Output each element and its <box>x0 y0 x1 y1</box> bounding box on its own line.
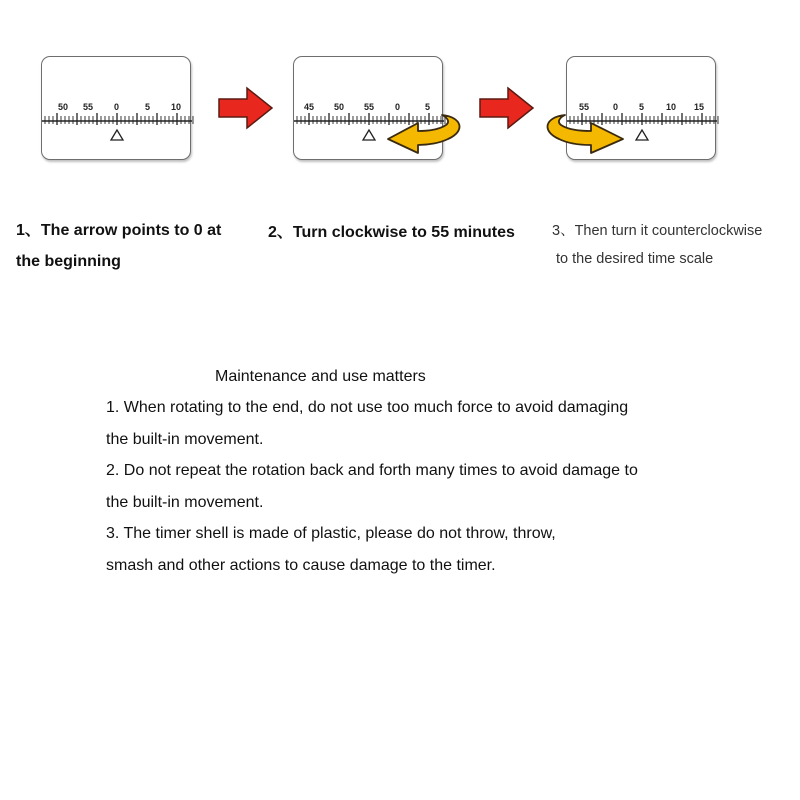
step-2-caption <box>268 217 515 248</box>
step-3-line-2: to the desired time scale <box>556 251 714 267</box>
maintenance-line: the built-in movement. <box>106 494 264 511</box>
dial-scale <box>42 57 192 161</box>
dial-label: 0 <box>395 102 401 112</box>
dial-label: 50 <box>58 102 69 112</box>
dial-label: 10 <box>171 102 182 112</box>
timer-dial-panel-counterclockwise <box>566 56 716 160</box>
maintenance-line: 2. Do not repeat the rotation back and forth many times to avoid damage to <box>106 462 638 479</box>
step-1-line-2: the beginning <box>16 253 121 270</box>
dial-label: 55 <box>364 102 375 112</box>
dial-ticks <box>45 113 193 125</box>
maintenance-title: Maintenance and use matters <box>215 368 426 385</box>
dial-label: 0 <box>613 102 619 112</box>
dial-label: 5 <box>639 102 645 112</box>
step-3-line-1: 3、Then turn it counterclockwise <box>552 223 763 239</box>
pointer-triangle-icon <box>111 130 123 140</box>
dial-label: 55 <box>579 102 590 112</box>
step-1-line-1: 1、The arrow points to 0 at <box>16 222 222 239</box>
red-right-arrow-icon <box>478 86 536 130</box>
dial-label: 5 <box>145 102 151 112</box>
yellow-curved-arrow-icon <box>380 109 470 169</box>
dial-label: 45 <box>304 102 315 112</box>
dial-label: 5 <box>425 102 431 112</box>
maintenance-line: 1. When rotating to the end, do not use too much force to avoid damaging <box>106 399 629 416</box>
dial-label: 50 <box>334 102 345 112</box>
maintenance-line: the built-in movement. <box>106 431 264 448</box>
pointer-triangle-icon <box>363 130 375 140</box>
timer-dial-panel-start <box>41 56 191 160</box>
dial-label: 55 <box>83 102 94 112</box>
step-2-line-1: 2、Turn clockwise to 55 minutes <box>268 224 515 241</box>
yellow-curved-arrow-icon <box>543 109 639 169</box>
red-right-arrow-icon <box>217 86 275 130</box>
step-1-caption <box>16 215 221 277</box>
maintenance-line: smash and other actions to cause damage to the timer. <box>106 557 496 574</box>
dial-label: 0 <box>114 102 120 112</box>
timer-dial-panel-clockwise <box>293 56 443 160</box>
dial-label: 10 <box>666 102 677 112</box>
dial-label: 15 <box>694 102 705 112</box>
maintenance-line: 3. The timer shell is made of plastic, please do not throw, throw, <box>106 525 556 542</box>
step-3-caption <box>552 217 762 273</box>
